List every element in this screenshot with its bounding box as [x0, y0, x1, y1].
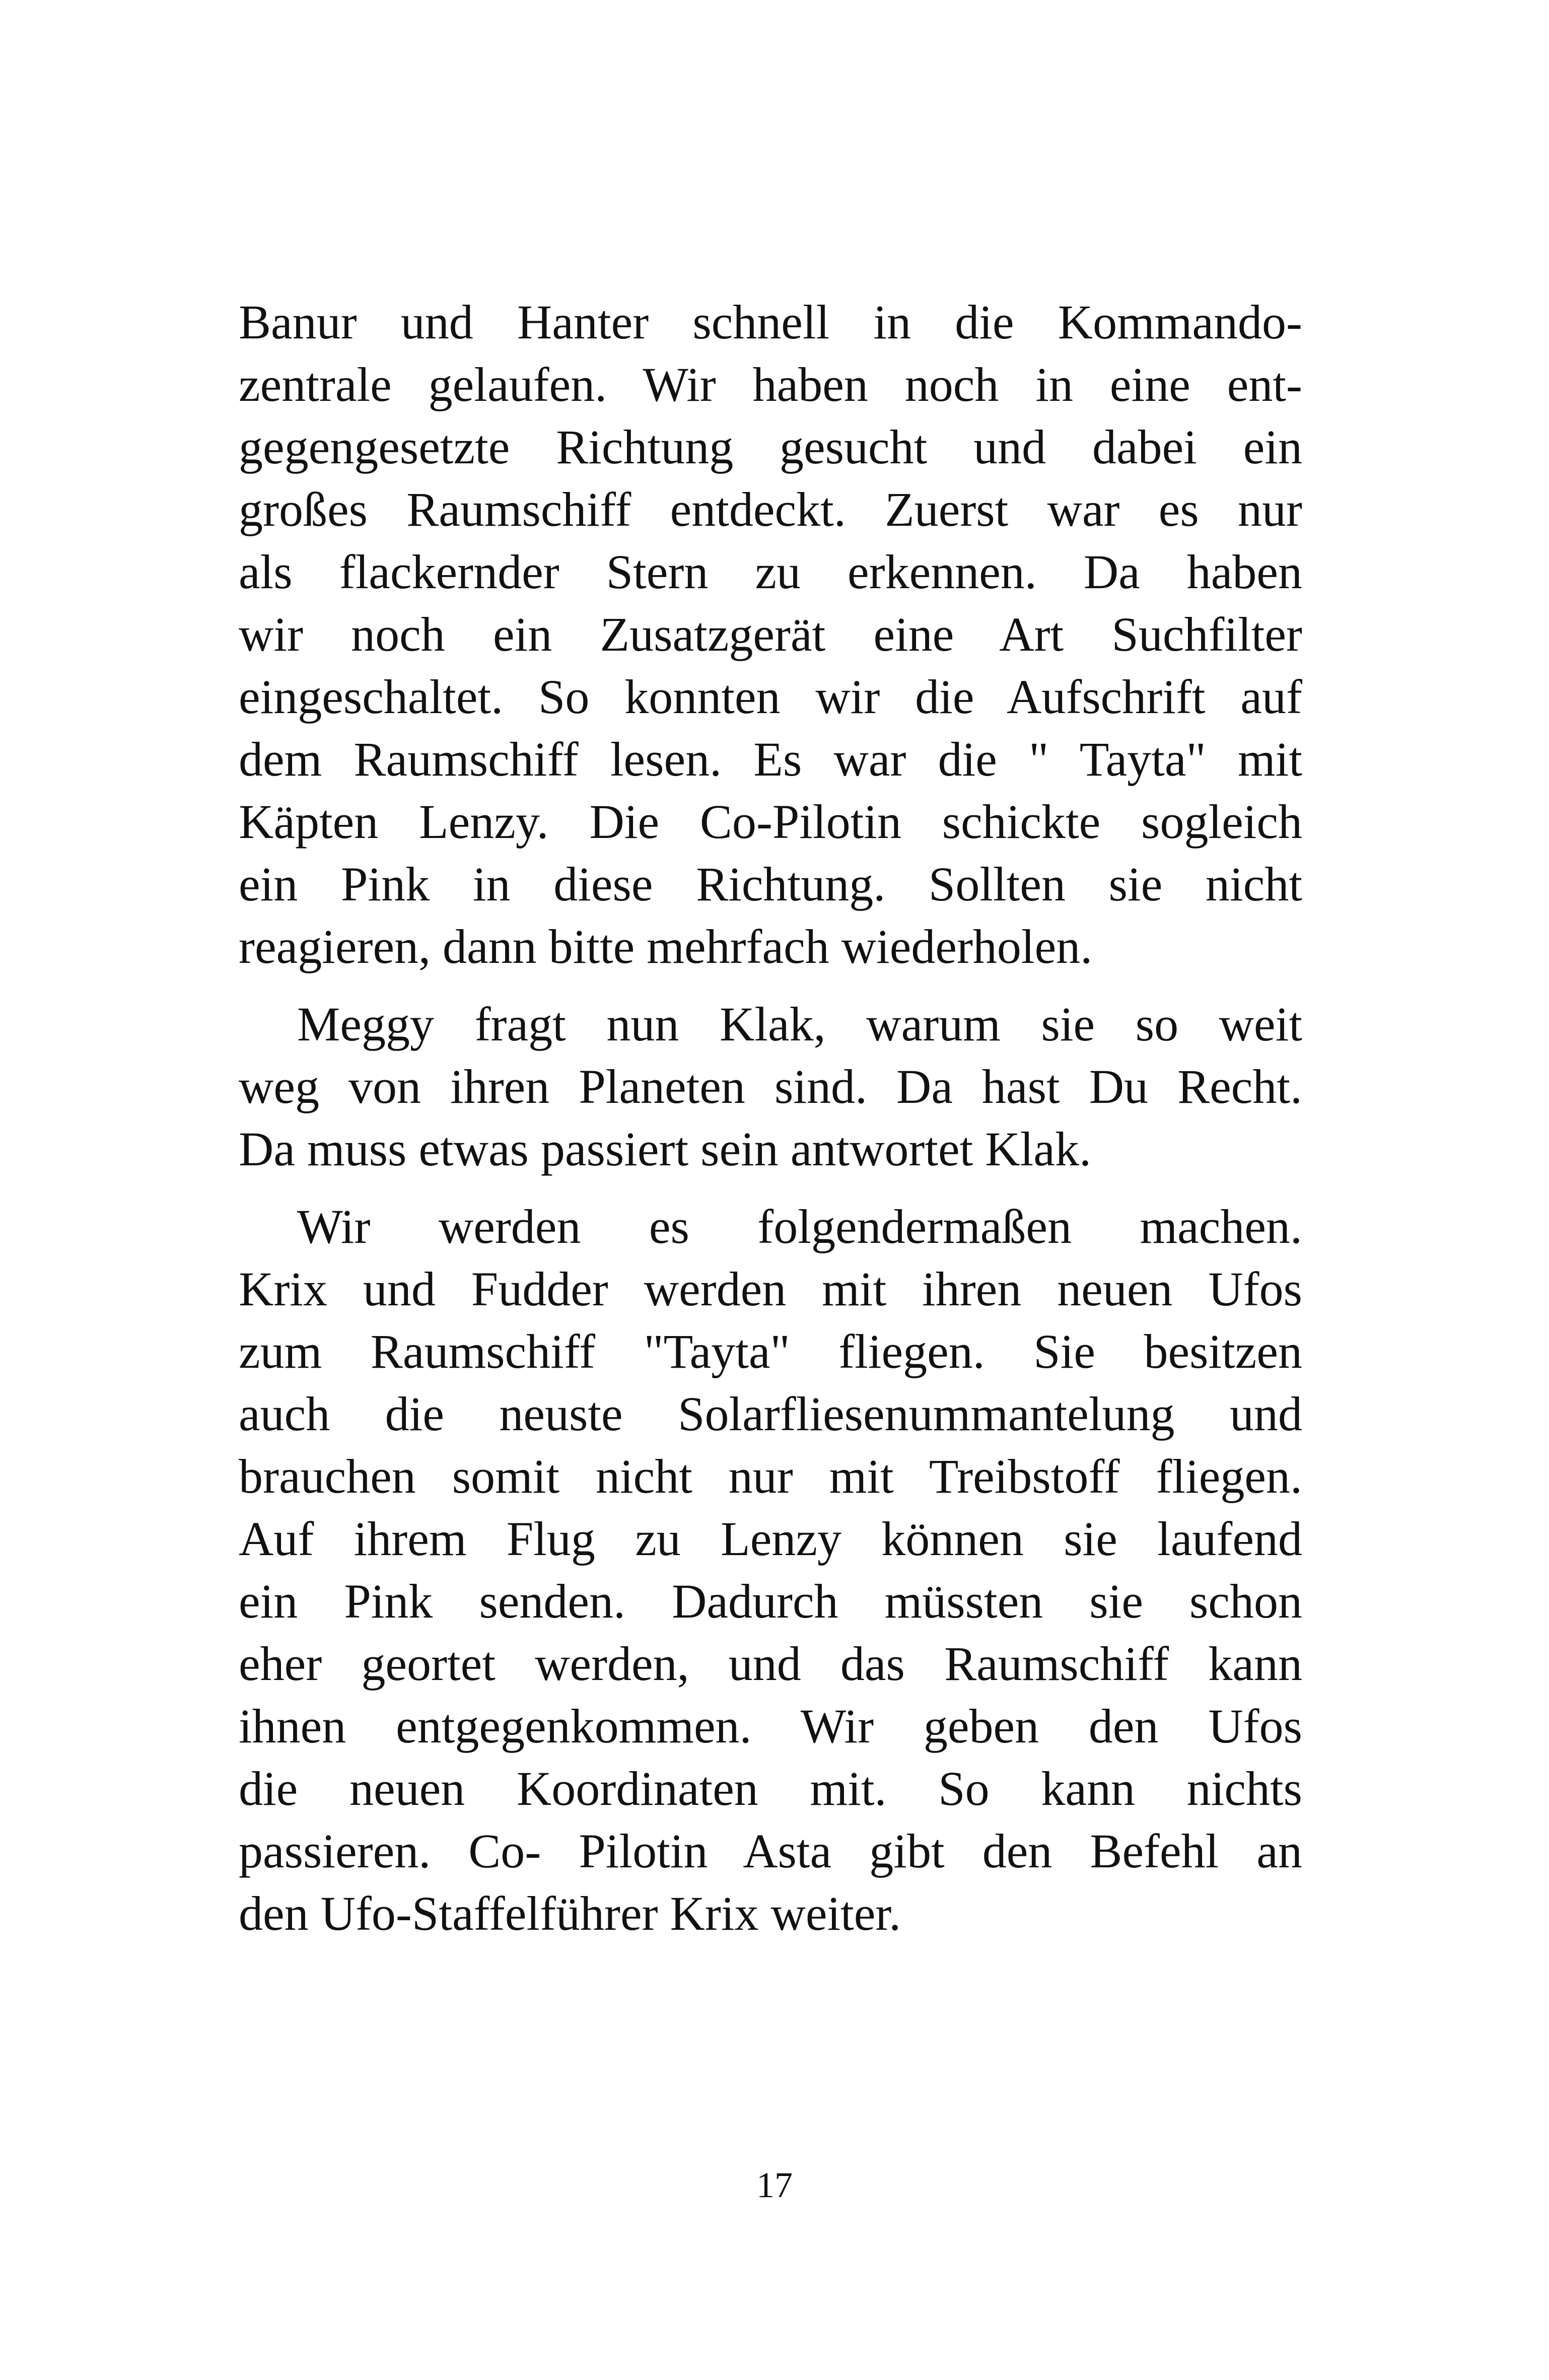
text-line: reagieren, dann bitte mehrfach wiederholen. [239, 920, 1093, 973]
text-line: ein Pink senden. Dadurch müssten sie schon [239, 1574, 1302, 1628]
text-line: weg von ihren Planeten sind. Da hast Du Recht. [239, 1060, 1302, 1113]
text-line: Krix und Fudder werden mit ihren neuen Ufos [239, 1262, 1302, 1316]
text-line: dem Raumschiff lesen. Es war die " Tayta" mit [239, 732, 1302, 786]
text-line: den Ufo-Staffelführer Krix weiter. [239, 1886, 901, 1940]
text-line: Wir werden es folgendermaßen machen. [297, 1200, 1302, 1253]
text-line: ein Pink in diese Richtung. Sollten sie nicht [239, 857, 1302, 911]
text-line: zum Raumschiff "Tayta" fliegen. Sie besitzen [239, 1324, 1302, 1378]
paragraph-3 [239, 1196, 1302, 1945]
text-line: Da muss etwas passiert sein antwortet Klak. [239, 1122, 1091, 1176]
text-line: als flackernder Stern zu erkennen. Da haben [239, 545, 1302, 599]
text-line: gegengesetzte Richtung gesucht und dabei ein [239, 420, 1302, 474]
text-line: Meggy fragt nun Klak, warum sie so weit [297, 997, 1302, 1051]
body-text [239, 291, 1302, 1945]
text-line: eingeschaltet. So konnten wir die Aufschrift auf [239, 670, 1302, 724]
text-line: ihnen entgegenkommen. Wir geben den Ufos [239, 1699, 1302, 1753]
text-line: eher geortet werden, und das Raumschiff kann [239, 1637, 1302, 1691]
text-line: Käpten Lenzy. Die Co-Pilotin schickte sogleich [239, 795, 1302, 849]
page-number: 17 [756, 2165, 793, 2205]
paragraph-1 [239, 291, 1302, 978]
paragraph-2 [239, 993, 1302, 1180]
text-line: passieren. Co- Pilotin Asta gibt den Befehl an [239, 1824, 1302, 1878]
text-line: die neuen Koordinaten mit. So kann nichts [239, 1762, 1302, 1815]
text-line: auch die neuste Solarfliesenummantelung und [239, 1387, 1302, 1441]
text-line: großes Raumschiff entdeckt. Zuerst war es nur [239, 482, 1302, 536]
text-line: brauchen somit nicht nur mit Treibstoff fliegen. [239, 1449, 1302, 1503]
text-line: wir noch ein Zusatzgerät eine Art Suchfilter [239, 607, 1302, 661]
text-line: Auf ihrem Flug zu Lenzy können sie laufend [239, 1512, 1302, 1566]
text-line: Banur und Hanter schnell in die Kommando- [239, 295, 1302, 349]
text-line: zentrale gelaufen. Wir haben noch in eine ent- [239, 358, 1302, 411]
